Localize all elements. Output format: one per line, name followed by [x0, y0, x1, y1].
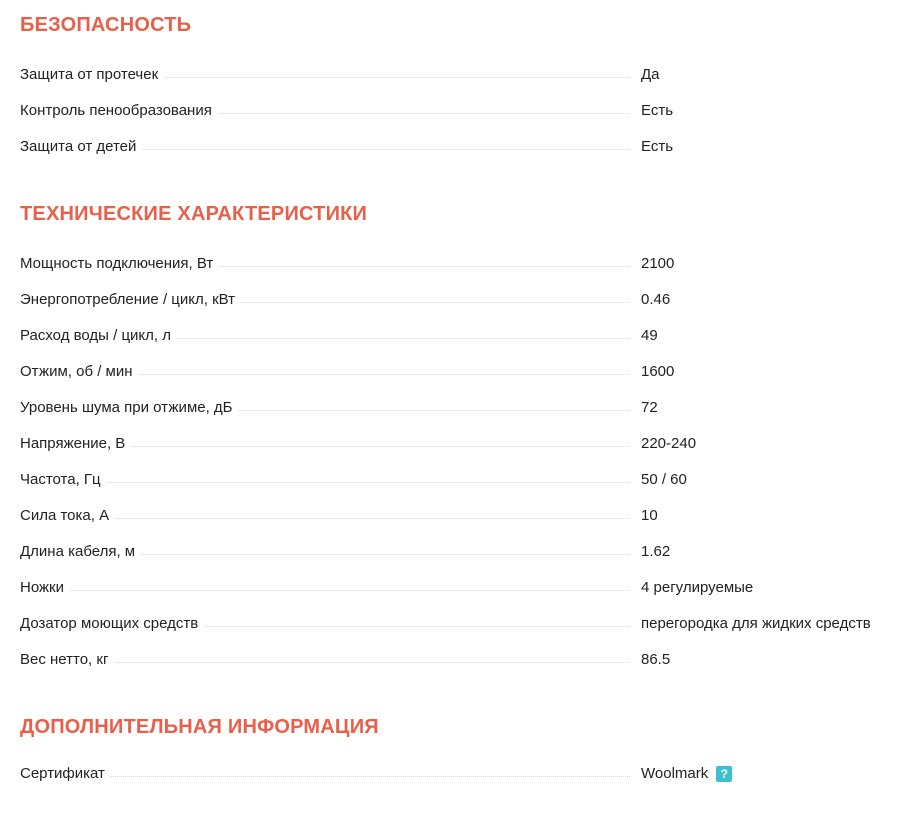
section-title-safety: БЕЗОПАСНОСТЬ [20, 14, 192, 36]
spec-row-detergent [20, 605, 898, 641]
spec-value: Есть [641, 138, 674, 155]
spec-row-energy [20, 281, 898, 317]
section-technical [20, 202, 898, 668]
spec-label: Сертификат [20, 765, 111, 783]
spec-value-certificate [641, 765, 732, 783]
section-additional [20, 715, 898, 782]
spec-row-leak-protection [20, 56, 898, 92]
spec-row-weight [20, 641, 898, 677]
spec-row-voltage [20, 425, 898, 461]
spec-value: 49 [641, 327, 658, 344]
spec-value: 4 регулируемые [641, 579, 754, 596]
spec-row-frequency [20, 461, 898, 497]
spec-label: Мощность подключения, Вт [20, 255, 219, 273]
dotted-leader [20, 482, 630, 483]
spec-label: Защита от протечек [20, 66, 164, 84]
spec-value: 50 / 60 [641, 471, 687, 488]
spec-value: 2100 [641, 255, 675, 272]
spec-label: Защита от детей [20, 138, 142, 156]
spec-label: Длина кабеля, м [20, 543, 141, 561]
spec-row-cable [20, 533, 898, 569]
spec-label: Вес нетто, кг [20, 651, 114, 669]
spec-row-noise [20, 389, 898, 425]
spec-label: Частота, Гц [20, 471, 107, 489]
spec-row-foam-control [20, 92, 898, 128]
spec-label: Расход воды / цикл, л [20, 327, 177, 345]
question-mark-icon[interactable]: ? [716, 766, 732, 782]
spec-row-spin [20, 353, 898, 389]
spec-label: Энергопотребление / цикл, кВт [20, 291, 241, 309]
section-title-technical: ТЕХНИЧЕСКИЕ ХАРАКТЕРИСТИКИ [20, 203, 368, 225]
spec-row-child-lock [20, 128, 898, 164]
dotted-leader [20, 590, 630, 591]
spec-label: Напряжение, В [20, 435, 131, 453]
section-safety [20, 13, 898, 155]
spec-value: 220-240 [641, 435, 697, 452]
spec-label: Контроль пенообразования [20, 102, 218, 120]
spec-label: Дозатор моющих средств [20, 615, 204, 633]
spec-label: Ножки [20, 579, 70, 597]
spec-row-water [20, 317, 898, 353]
dotted-leader [20, 776, 630, 777]
spec-value: Woolmark [641, 765, 709, 782]
spec-value: Да [641, 66, 660, 83]
section-title-additional: ДОПОЛНИТЕЛЬНАЯ ИНФОРМАЦИЯ [20, 716, 379, 738]
spec-row-feet [20, 569, 898, 605]
spec-value: 0.46 [641, 291, 671, 308]
spec-label: Сила тока, А [20, 507, 115, 525]
spec-value: 72 [641, 399, 658, 416]
spec-row-certificate [20, 755, 898, 791]
spec-value: 1.62 [641, 543, 671, 560]
spec-value: перегородка для жидких средств [641, 615, 871, 632]
spec-value: 10 [641, 507, 658, 524]
spec-label: Отжим, об / мин [20, 363, 139, 381]
spec-label: Уровень шума при отжиме, дБ [20, 399, 239, 417]
spec-value: Есть [641, 102, 674, 119]
spec-row-power [20, 245, 898, 281]
spec-row-current [20, 497, 898, 533]
spec-value: 1600 [641, 363, 675, 380]
spec-value: 86.5 [641, 651, 671, 668]
